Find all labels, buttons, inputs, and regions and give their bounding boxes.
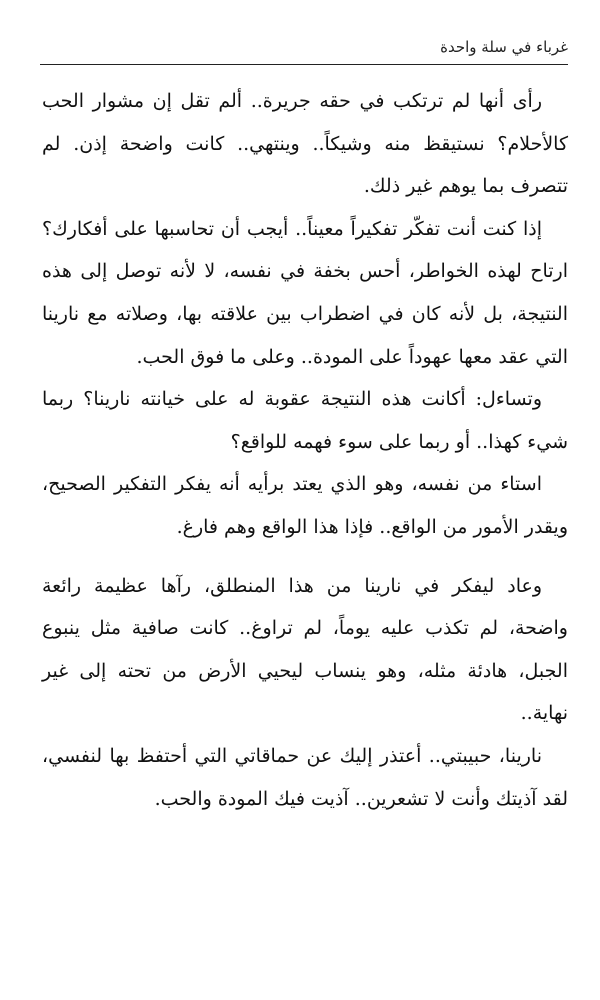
paragraph-3: وتساءل: أكانت هذه النتيجة عقوبة له على خيانته نارينا؟ ربما شيء كهذا.. أو ربما على سوء فهمه للواقع؟ xyxy=(42,388,568,453)
paragraph-1: رأى أنها لم ترتكب في حقه جريرة.. ألم تقل إن مشوار الحب كالأحلام؟ نستيقظ منه وشيكاً.. وينتهي.. كانت واضحة إذن. لم تتصرف بما يوهم غير ذلك. xyxy=(42,90,568,198)
paragraph-6: نارينا، حبيبتي.. أعتذر إليك عن حماقاتي التي أحتفظ بها لنفسي، لقد آذيتك وأنت لا تشعرين.. آذيت فيك المودة والحب. xyxy=(42,744,568,810)
paragraph-2: إذا كنت أنت تفكّر تفكيراً معيناً.. أيجب أن تحاسبها على أفكارك؟ ارتاح لهذه الخواطر، أحس بخفة في نفسه، لا لأنه توصل إلى هذه النتيجة، بل لأنه كان في اضطراب بين علاقته بها، وصلاته مع نارينا التي عقد معها عهوداً على المودة.. وعلى ما فوق الحب. xyxy=(42,217,568,368)
header-divider xyxy=(40,64,568,65)
paragraph-5: وعاد ليفكر في نارينا من هذا المنطلق، رآها عظيمة رائعة واضحة، لم تكذب عليه يوماً، لم تراوغ.. كانت صافية مثل ينبوع الجبل، هادئة مثله، وهو ينساب ليحيي الأرض من تحته إلى غير نهاية.. xyxy=(42,574,568,725)
running-header-title: غرباء في سلة واحدة xyxy=(440,38,568,56)
body-text xyxy=(42,80,568,820)
paragraph-4: استاء من نفسه، وهو الذي يعتد برأيه أنه يفكر التفكير الصحيح، ويقدر الأمور من الواقع.. فإذا هذا الواقع وهم فارغ. xyxy=(42,473,568,538)
